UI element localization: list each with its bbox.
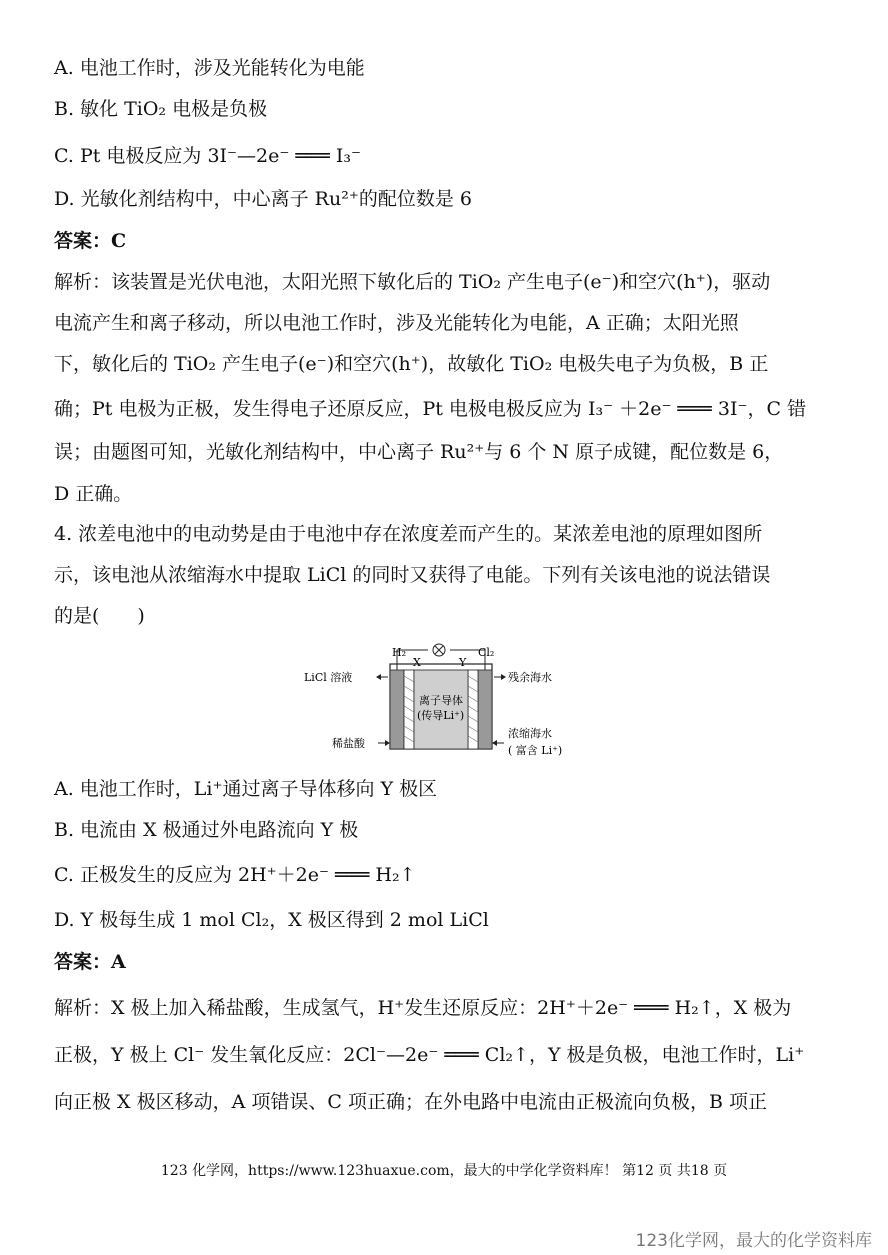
explanation-line: 下，敏化后的 TiO₂ 产生电子(e⁻)和空穴(h⁺)，故敏化 TiO₂ 电极失电子为负极，B 正 (54, 353, 769, 375)
explanation-line: 正极，Y 极上 Cl⁻ 发生氧化反应：2Cl⁻—2e⁻ ═══ Cl₂↑，Y 极是负极，电池工作时，Li⁺ (54, 1044, 805, 1066)
q4-option-c: C. 正极发生的反应为 2H⁺＋2e⁻ ═══ H₂↑ (54, 864, 416, 886)
answer-value: C (111, 230, 127, 252)
q4-option-a: A. 电池工作时，Li⁺通过离子导体移向 Y 极区 (54, 778, 438, 800)
answer-label: 答案： (54, 230, 112, 252)
q3-option-c: C. Pt 电极反应为 3I⁻—2e⁻ ═══ I₃⁻ (54, 145, 361, 167)
x-label: X (413, 656, 421, 669)
rich-li-label: ( 富含 Li⁺) (508, 744, 563, 757)
residual-seawater-label: 残余海水 (508, 671, 552, 684)
q4-answer (54, 950, 126, 974)
q4-option-b: B. 电流由 X 极通过外电路流向 Y 极 (54, 819, 359, 841)
stem-line: 4. 浓差电池中的电动势是由于电池中存在浓度差而产生的。某浓差电池的原理如图所 (54, 523, 763, 545)
concentrated-seawater-label: 浓缩海水 (508, 727, 552, 740)
explanation-line: 解析：X 极上加入稀盐酸，生成氢气，H⁺发生还原反应：2H⁺＋2e⁻ ═══ H₂↑，X 极为 (54, 997, 792, 1019)
explanation-line: 误；由题图可知，光敏化剂结构中，中心离子 Ru²⁺与 6 个 N 原子成键，配位数是 6， (54, 441, 784, 463)
ion-conductor-sublabel: (传导Li⁺) (417, 709, 465, 722)
ion-conductor-label: 离子导体 (419, 694, 463, 707)
explanation-line: 确；Pt 电极为正极，发生得电子还原反应，Pt 电极电极反应为 I₃⁻ ＋2e⁻ ═══ 3I⁻，C 错 (54, 398, 807, 420)
answer-label: 答案： (54, 951, 112, 973)
stem-line: 示，该电池从浓缩海水中提取 LiCl 的同时又获得了电能。下列有关该电池的说法错误 (54, 564, 771, 586)
licl-solution-label: LiCl 溶液 (304, 671, 353, 684)
explanation-line: D 正确。 (54, 483, 133, 505)
dilute-hcl-label: 稀盐酸 (332, 737, 365, 750)
q3-option-b: B. 敏化 TiO₂ 电极是负极 (54, 98, 268, 120)
y-label: Y (459, 656, 467, 669)
q4-option-d: D. Y 极每生成 1 mol Cl₂，X 极区得到 2 mol LiCl (54, 909, 489, 931)
h2-label: H₂ (392, 646, 407, 659)
cl2-label: Cl₂ (478, 646, 495, 659)
q3-answer (54, 229, 126, 253)
watermark: 123化学网，最大的化学资料库 (635, 1231, 872, 1251)
answer-value: A (111, 951, 126, 973)
diagram-svg (300, 642, 590, 767)
explanation-line: 电流产生和离子移动，所以电池工作时，涉及光能转化为电能，A 正确；太阳光照 (54, 312, 739, 334)
q3-option-a: A. 电池工作时，涉及光能转化为电能 (54, 57, 365, 79)
x-electrode (390, 670, 404, 749)
explanation-line: 向正极 X 极区移动，A 项错误、C 项正确；在外电路中电流由正极流向负极，B 项正 (54, 1091, 767, 1113)
q3-option-d: D. 光敏化剂结构中，中心离子 Ru²⁺的配位数是 6 (54, 188, 472, 210)
page-footer: 123 化学网，https://www.123huaxue.com，最大的中学化学资料库！ 第12 页 共18 页 (160, 1163, 728, 1179)
stem-line: 的是( ) (54, 605, 145, 627)
explanation-line: 解析：该装置是光伏电池，太阳光照下敏化后的 TiO₂ 产生电子(e⁻)和空穴(h⁺)，驱动 (54, 271, 771, 293)
concentration-cell-diagram (300, 642, 590, 771)
y-electrode (478, 670, 492, 749)
